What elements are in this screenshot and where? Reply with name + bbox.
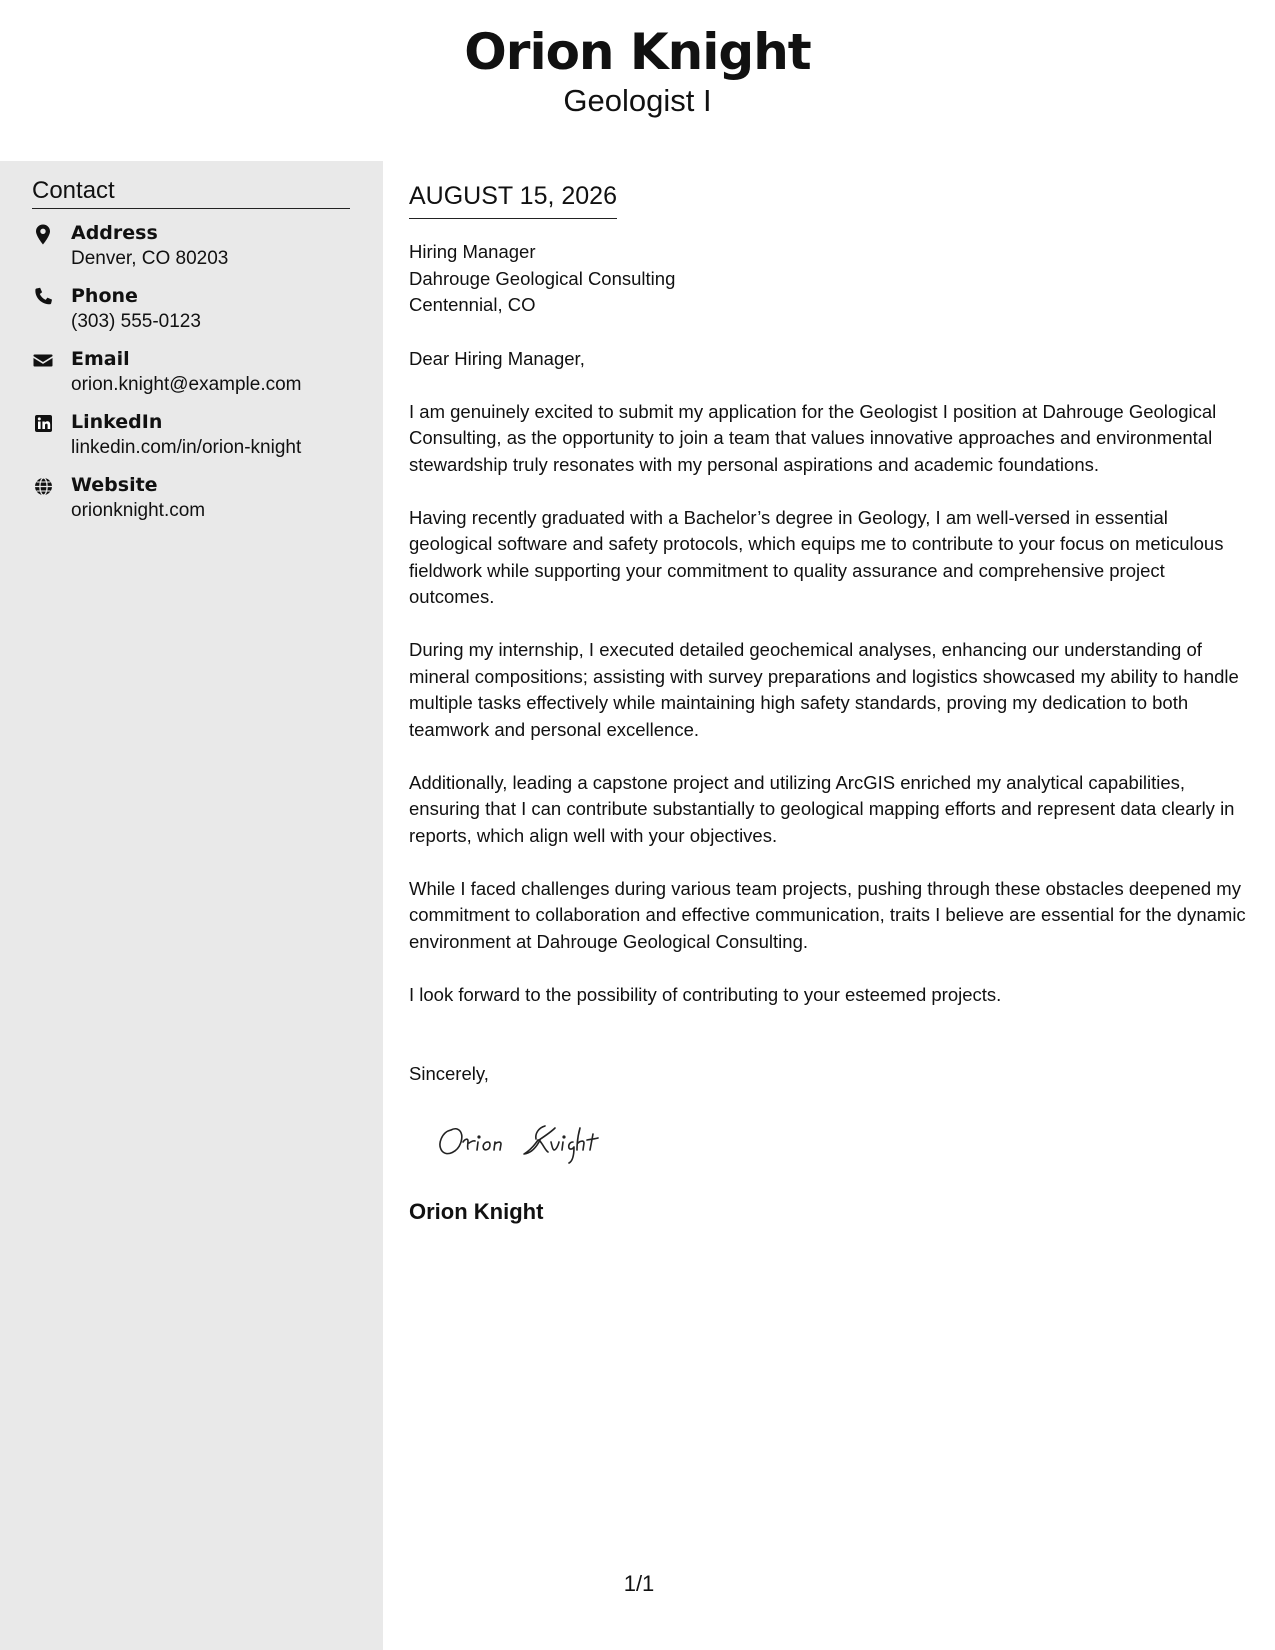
letter-date: AUGUST 15, 2026 xyxy=(409,178,617,219)
contact-value: orionknight.com xyxy=(71,500,206,521)
contact-value: orion.knight@example.com xyxy=(71,374,302,395)
recipient-block xyxy=(409,239,1249,319)
recipient-line: Dahrouge Geological Consulting xyxy=(409,267,676,289)
map-pin-icon xyxy=(32,223,58,247)
page-number: 1/1 xyxy=(623,1571,655,1596)
body-paragraph: I look forward to the possibility of contributing to your esteemed projects. xyxy=(409,983,1002,1005)
contact-label: Email xyxy=(71,348,130,370)
handwritten-signature xyxy=(433,1116,653,1172)
letter-body xyxy=(409,176,1249,1226)
applicant-name: Orion Knight xyxy=(464,23,811,81)
closing: Sincerely, xyxy=(409,1063,489,1084)
contact-website xyxy=(32,473,362,529)
body-paragraph: Additionally, leading a capstone project and utilizing ArcGIS enriched my analytical capabilities, ensuring that I can contribute substantially to geological mapping efforts and represent data clearly in reports, which align well with your objectives. xyxy=(409,771,1235,846)
phone-icon xyxy=(32,286,58,310)
contact-value: linkedin.com/in/orion-knight xyxy=(71,437,302,458)
recipient-line: Centennial, CO xyxy=(409,294,536,315)
contact-label: Phone xyxy=(71,285,138,307)
contact-label: Address xyxy=(71,222,158,244)
contact-label: Website xyxy=(71,474,158,496)
globe-icon xyxy=(32,475,58,499)
linkedin-icon xyxy=(32,412,58,436)
signer-name: Orion Knight xyxy=(409,1198,544,1224)
contact-value: Denver, CO 80203 xyxy=(71,248,229,269)
body-paragraph: I am genuinely excited to submit my application for the Geologist I position at Dahrouge Geological Consulting, as the opportunity to join a team that values innovative approaches and environmental stewardship truly resonates with my personal aspirations and academic foundations. xyxy=(409,400,1217,475)
contact-value: (303) 555-0123 xyxy=(71,311,201,332)
body-paragraph: During my internship, I executed detailed geochemical analyses, enhancing our understanding of mineral compositions; assisting with survey preparations and logistics showcased my ability to handle multiple tasks effectively while maintaining high safety standards, proving my dedication to both teamwork and personal excellence. xyxy=(409,639,1239,740)
body-paragraph: Having recently graduated with a Bachelor’s degree in Geology, I am well-versed in essential geological software and safety protocols, which equips me to contribute to your focus on meticulous fieldwork while supporting your commitment to quality assurance and comprehensive project outcomes. xyxy=(409,506,1224,607)
contact-label: LinkedIn xyxy=(71,411,163,433)
salutation: Dear Hiring Manager, xyxy=(409,347,585,369)
letter-header xyxy=(0,0,1275,160)
job-title: Geologist I xyxy=(563,83,712,118)
contact-email xyxy=(32,347,362,403)
contact-phone xyxy=(32,284,362,340)
contact-heading: Contact xyxy=(32,176,350,209)
recipient-line: Hiring Manager xyxy=(409,241,536,262)
contact-linkedin xyxy=(32,410,362,466)
envelope-icon xyxy=(32,349,58,373)
contact-address xyxy=(32,221,362,277)
body-paragraph: While I faced challenges during various team projects, pushing through these obstacles deepened my commitment to collaboration and effective communication, traits I believe are essential for the dynamic environment at Dahrouge Geological Consulting. xyxy=(409,877,1246,952)
